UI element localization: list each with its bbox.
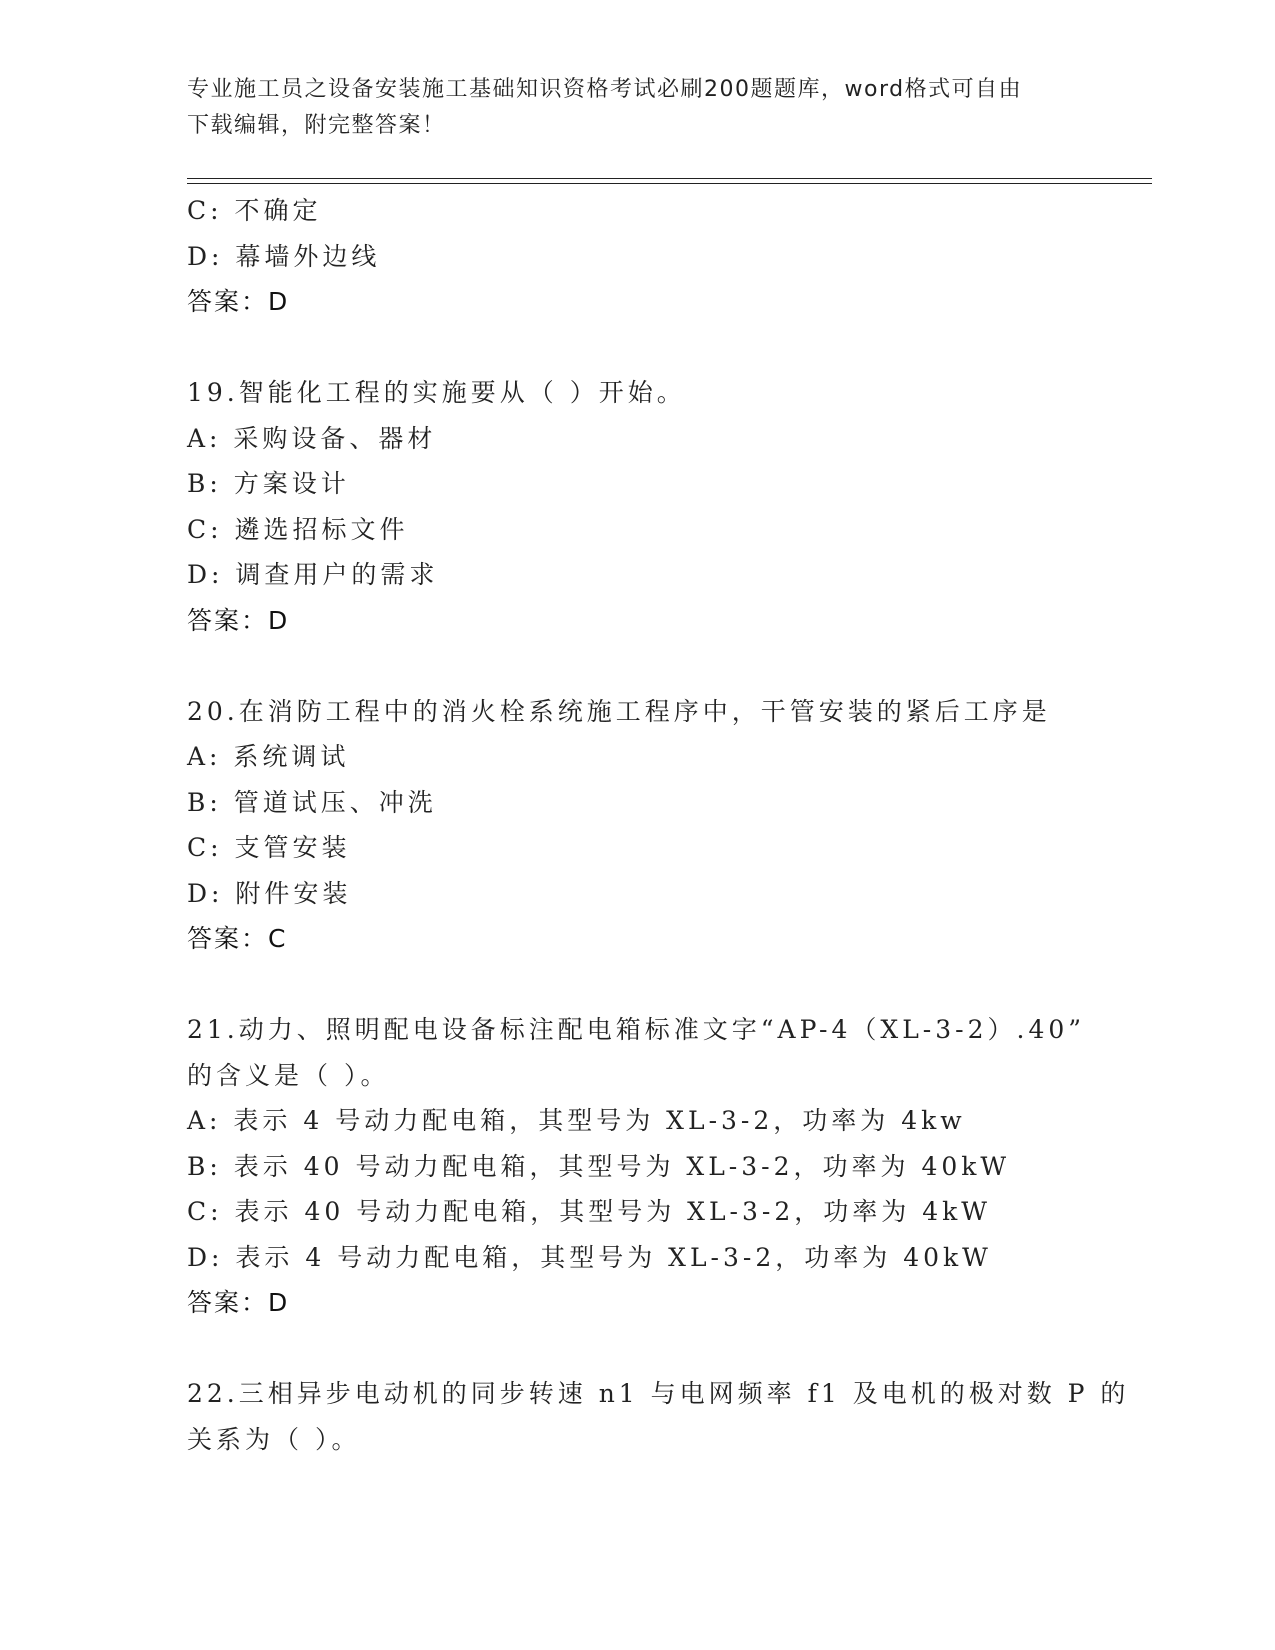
option-d: D: 附件安装: [187, 878, 352, 908]
header-title-line-2: 下载编辑，附完整答案！: [187, 113, 446, 138]
option-c: C: 遴选招标文件: [187, 514, 409, 544]
question-18-tail: [187, 188, 1152, 325]
header-divider-top: [187, 178, 1152, 179]
question-stem-line-2: 关系为（ ）。: [187, 1424, 361, 1454]
question-stem: 20.在消防工程中的消火栓系统施工程序中，干管安装的紧后工序是: [187, 696, 1051, 726]
option-b: B: 表示 40 号动力配电箱，其型号为 XL-3-2，功率为 40kW: [187, 1151, 1011, 1181]
option-a: A: 系统调试: [187, 742, 350, 771]
question-20: [187, 689, 1152, 962]
spacer: [187, 1326, 1152, 1372]
spacer: [187, 325, 1152, 371]
answer: 答案：D: [187, 1288, 290, 1317]
question-stem-line-2: 的含义是（ ）。: [187, 1060, 390, 1090]
option-a: A: 表示 4 号动力配电箱，其型号为 XL-3-2，功率为 4kw: [187, 1106, 966, 1135]
question-list: [187, 188, 1152, 1462]
option-c: C: 表示 40 号动力配电箱，其型号为 XL-3-2，功率为 4kW: [187, 1197, 991, 1226]
answer: 答案：C: [187, 924, 288, 953]
spacer: [187, 962, 1152, 1008]
option-a: A: 采购设备、器材: [187, 423, 437, 453]
page-header: [187, 72, 1067, 144]
question-stem: 19.智能化工程的实施要从（ ）开始。: [187, 378, 686, 407]
question-22: [187, 1371, 1152, 1462]
answer: 答案：D: [187, 605, 290, 635]
header-title-line-1: 专业施工员之设备安装施工基础知识资格考试必刷200题题库，word格式可自由: [187, 77, 1023, 102]
question-stem-line-1: 22.三相异步电动机的同步转速 n1 与电网频率 f1 及电机的极对数 P 的: [187, 1379, 1130, 1408]
option-b: B: 管道试压、冲洗: [187, 787, 437, 817]
option-d: D: 表示 4 号动力配电箱，其型号为 XL-3-2，功率为 40kW: [187, 1242, 992, 1272]
option-b: B: 方案设计: [187, 469, 350, 498]
question-21: [187, 1007, 1152, 1326]
spacer: [187, 643, 1152, 689]
question-stem-line-1: 21.动力、照明配电设备标注配电箱标准文字“AP-4（XL-3-2）.40”: [187, 1015, 1086, 1044]
answer: 答案：D: [187, 287, 290, 316]
question-19: [187, 370, 1152, 643]
option-c: C: 支管安装: [187, 833, 351, 862]
option-c: C: 不确定: [187, 196, 322, 225]
header-divider-bottom: [187, 183, 1152, 184]
option-d: D: 幕墙外边线: [187, 241, 381, 271]
option-d: D: 调查用户的需求: [187, 560, 439, 589]
